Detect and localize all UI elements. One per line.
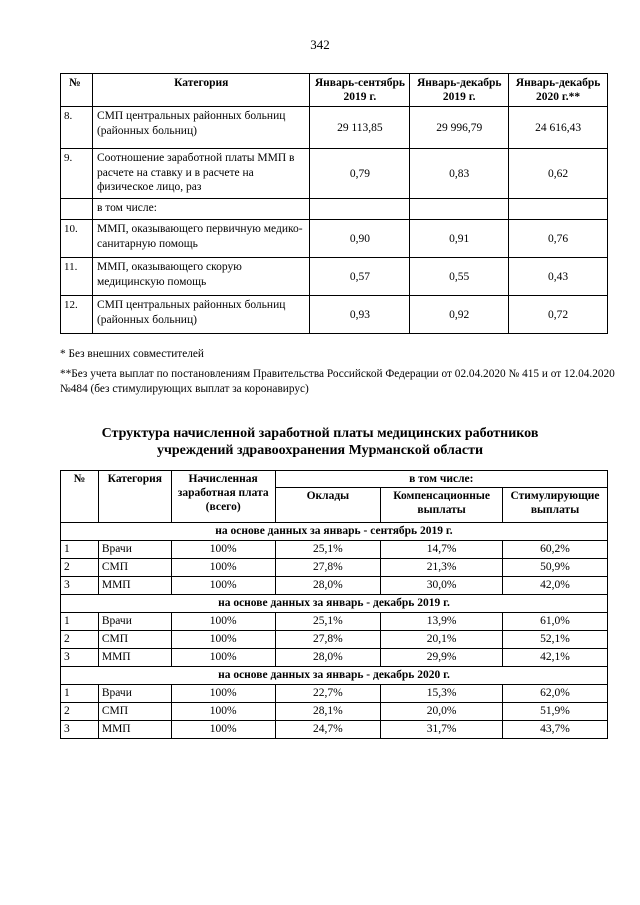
table-row xyxy=(61,721,608,739)
row-compensation: 29,9% xyxy=(381,649,503,667)
row-number: 11. xyxy=(61,258,93,296)
row-value-period-1: 29 113,85 xyxy=(310,107,410,149)
row-category: Врачи xyxy=(98,613,171,631)
row-total: 100% xyxy=(171,631,275,649)
row-incentive: 42,0% xyxy=(503,577,608,595)
row-value-period-1: 0,90 xyxy=(310,220,410,258)
table-row xyxy=(61,296,608,334)
row-number: 10. xyxy=(61,220,93,258)
row-category: СМП центральных районных больниц (районных больниц) xyxy=(92,107,310,149)
row-compensation: 20,1% xyxy=(381,631,503,649)
section-header-row xyxy=(61,523,608,541)
table-row xyxy=(61,220,608,258)
row-incentive: 52,1% xyxy=(503,631,608,649)
row-category: в том числе: xyxy=(92,199,310,220)
row-value-period-3: 24 616,43 xyxy=(509,107,608,149)
row-value-period-3: 0,62 xyxy=(509,149,608,199)
row-value-period-3: 0,43 xyxy=(509,258,608,296)
row-number: 1 xyxy=(61,685,99,703)
row-incentive: 62,0% xyxy=(503,685,608,703)
row-value-period-1: 0,93 xyxy=(310,296,410,334)
row-salary: 24,7% xyxy=(275,721,381,739)
row-category: СМП центральных районных больниц (районных больниц) xyxy=(92,296,310,334)
table-row xyxy=(61,631,608,649)
table-row xyxy=(61,258,608,296)
table-row xyxy=(61,541,608,559)
row-total: 100% xyxy=(171,649,275,667)
row-number: 3 xyxy=(61,649,99,667)
table-row xyxy=(61,685,608,703)
row-incentive: 50,9% xyxy=(503,559,608,577)
row-number: 2 xyxy=(61,559,99,577)
header-num: № xyxy=(61,74,93,107)
row-value-period-3: 0,72 xyxy=(509,296,608,334)
row-total: 100% xyxy=(171,541,275,559)
row-total: 100% xyxy=(171,559,275,577)
section-title: на основе данных за январь - сентябрь 2019 г. xyxy=(61,523,608,541)
section-title: на основе данных за январь - декабрь 2020 г. xyxy=(61,667,608,685)
row-number: 8. xyxy=(61,107,93,149)
row-value-period-3 xyxy=(509,199,608,220)
header-total: Начисленная заработная плата (всего) xyxy=(171,471,275,523)
row-value-period-2: 0,83 xyxy=(410,149,509,199)
row-number: 2 xyxy=(61,703,99,721)
row-incentive: 61,0% xyxy=(503,613,608,631)
row-compensation: 20,0% xyxy=(381,703,503,721)
row-value-period-2: 0,91 xyxy=(410,220,509,258)
row-salary: 22,7% xyxy=(275,685,381,703)
row-number: 12. xyxy=(61,296,93,334)
header-period-3: Январь-декабрь 2020 г.** xyxy=(509,74,608,107)
header-compensation: Компенсационные выплаты xyxy=(381,488,503,523)
row-total: 100% xyxy=(171,703,275,721)
row-salary: 28,0% xyxy=(275,577,381,595)
row-value-period-2 xyxy=(410,199,509,220)
row-incentive: 60,2% xyxy=(503,541,608,559)
row-category: ММП xyxy=(98,649,171,667)
row-number: 2 xyxy=(61,631,99,649)
header-num: № xyxy=(61,471,99,523)
table-row xyxy=(61,613,608,631)
row-total: 100% xyxy=(171,721,275,739)
row-incentive: 51,9% xyxy=(503,703,608,721)
header-including: в том числе: xyxy=(275,471,607,488)
header-period-2: Январь-декабрь 2019 г. xyxy=(410,74,509,107)
section-header-row xyxy=(61,595,608,613)
header-incentive: Стимулирующие выплаты xyxy=(503,488,608,523)
header-category: Категория xyxy=(98,471,171,523)
row-category: Соотношение заработной платы ММП в расчете на ставку и в расчете на физическое лицо, раз xyxy=(92,149,310,199)
row-category: ММП xyxy=(98,721,171,739)
row-category: ММП, оказывающего первичную медико-санитарную помощь xyxy=(92,220,310,258)
row-value-period-1: 0,79 xyxy=(310,149,410,199)
footnote-2: **Без учета выплат по постановлениям Правительства Российской Федерации от 02.04.2020 № 415 и от 12.04.2020 №484 (без стимулирующих выплат за коронавирус) xyxy=(60,368,615,395)
table-row xyxy=(61,199,608,220)
row-category: Врачи xyxy=(98,541,171,559)
row-category: СМП xyxy=(98,559,171,577)
footnote-1: * Без внешних совместителей xyxy=(60,348,204,360)
table-header-row xyxy=(61,471,608,488)
table-row xyxy=(61,649,608,667)
row-salary: 25,1% xyxy=(275,541,381,559)
row-salary: 28,0% xyxy=(275,649,381,667)
section-header-row xyxy=(61,667,608,685)
header-period-1: Январь-сентябрь 2019 г. xyxy=(310,74,410,107)
table-row xyxy=(61,703,608,721)
table-row xyxy=(61,559,608,577)
footnotes xyxy=(60,347,620,397)
table-row xyxy=(61,149,608,199)
row-salary: 25,1% xyxy=(275,613,381,631)
row-salary: 27,8% xyxy=(275,559,381,577)
row-salary: 27,8% xyxy=(275,631,381,649)
row-number: 3 xyxy=(61,721,99,739)
row-value-period-2: 29 996,79 xyxy=(410,107,509,149)
row-value-period-1: 0,57 xyxy=(310,258,410,296)
header-salary: Оклады xyxy=(275,488,381,523)
header-category: Категория xyxy=(92,74,310,107)
row-category: СМП xyxy=(98,703,171,721)
row-category: ММП xyxy=(98,577,171,595)
row-incentive: 42,1% xyxy=(503,649,608,667)
row-compensation: 14,7% xyxy=(381,541,503,559)
row-compensation: 30,0% xyxy=(381,577,503,595)
table-header-row xyxy=(61,74,608,107)
salary-structure-table xyxy=(60,470,608,739)
structure-title-line-1: Структура начисленной заработной платы медицинских работников xyxy=(101,426,539,441)
row-total: 100% xyxy=(171,685,275,703)
row-number: 1 xyxy=(61,613,99,631)
row-number: 1 xyxy=(61,541,99,559)
row-number: 9. xyxy=(61,149,93,199)
row-value-period-2: 0,92 xyxy=(410,296,509,334)
row-compensation: 21,3% xyxy=(381,559,503,577)
row-compensation: 15,3% xyxy=(381,685,503,703)
table-row xyxy=(61,107,608,149)
structure-title xyxy=(40,425,600,459)
row-salary: 28,1% xyxy=(275,703,381,721)
row-number: 3 xyxy=(61,577,99,595)
row-category: Врачи xyxy=(98,685,171,703)
row-compensation: 13,9% xyxy=(381,613,503,631)
page-number: 342 xyxy=(310,37,330,52)
row-value-period-3: 0,76 xyxy=(509,220,608,258)
row-number xyxy=(61,199,93,220)
row-incentive: 43,7% xyxy=(503,721,608,739)
row-category: СМП xyxy=(98,631,171,649)
row-category: ММП, оказывающего скорую медицинскую помощь xyxy=(92,258,310,296)
row-value-period-1 xyxy=(310,199,410,220)
row-total: 100% xyxy=(171,577,275,595)
salary-table xyxy=(60,73,608,334)
row-value-period-2: 0,55 xyxy=(410,258,509,296)
row-total: 100% xyxy=(171,613,275,631)
section-title: на основе данных за январь - декабрь 2019 г. xyxy=(61,595,608,613)
table-row xyxy=(61,577,608,595)
row-compensation: 31,7% xyxy=(381,721,503,739)
structure-title-line-2: учреждений здравоохранения Мурманской области xyxy=(156,443,484,458)
